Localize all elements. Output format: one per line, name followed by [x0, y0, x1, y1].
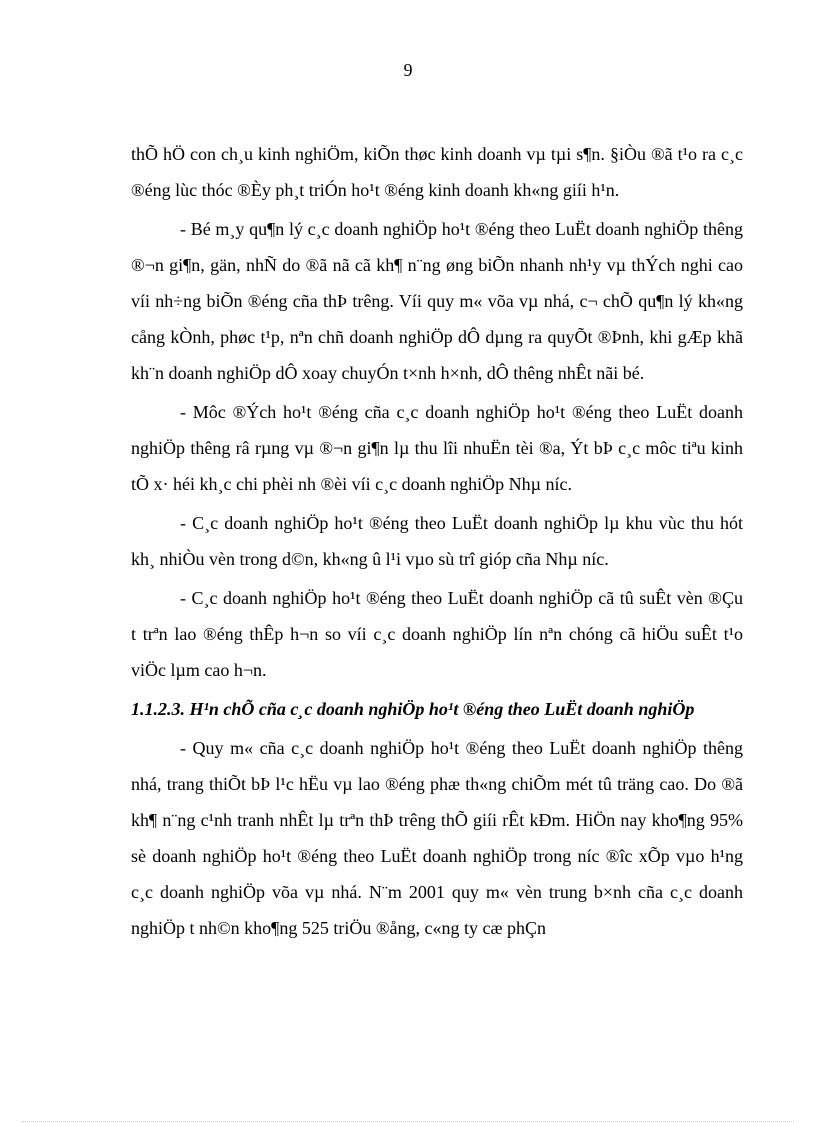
paragraph-continuation: thÕ hÖ con ch¸u kinh nghiÖm, kiÕn thøc kinh doanh vµ tµi s¶n. §iÒu ®ã t¹o ra c¸c ®éng lùc thóc ®Èy ph¸t triÓn ho¹t ®éng kinh doanh kh«ng giíi h¹n. [131, 144, 743, 200]
page-bottom-rule [22, 1121, 794, 1122]
page-number: 9 [403, 60, 413, 80]
document-body [131, 136, 743, 946]
paragraph-limitations: - Quy m« cña c¸c doanh nghiÖp ho¹t ®éng theo LuËt doanh nghiÖp thêng nhá, trang thiÕt bÞ l¹c hËu vµ lao ®éng phæ th«ng chiÕm mét tû träng cao. Do ®ã kh¶ n¨ng c¹nh tranh nhÊt lµ trªn thÞ trêng thÕ giíi rÊt kÐm. HiÖn nay kho¶ng 95% sè doanh nghiÖp ho¹t ®éng theo LuËt doanh nghiÖp trong níc ®îc xÕp vµo h¹ng c¸c doanh nghiÖp võa vµ nhá. N¨m 2001 quy m« vèn trung b×nh cña c¸c doanh nghiÖp t nh©n kho¶ng 525 triÖu ®ång, c«ng ty cæ phÇn [131, 738, 743, 938]
section-heading: 1.1.2.3. H¹n chÕ cña c¸c doanh nghiÖp ho¹t ®éng theo LuËt doanh nghiÖp [131, 699, 695, 719]
paragraph-management-structure: - Bé m¸y qu¶n lý c¸c doanh nghiÖp ho¹t ®éng theo LuËt doanh nghiÖp thêng ®¬n gi¶n, gän, nhÑ do ®ã nã cã kh¶ n¨ng øng biÕn nhanh nh¹y vµ thÝch nghi cao víi nh÷ng biÕn ®éng cña thÞ trêng. Víi quy m« võa vµ nhá, c¬ chÕ qu¶n lý kh«ng cång kÒnh, phøc t¹p, nªn chñ doanh nghiÖp dÔ dµng ra quyÕt ®Þnh, khi gÆp khã kh¨n doanh nghiÖp dÔ xoay chuyÓn t×nh h×nh, dÔ thêng nhÊt nãi bé. [131, 219, 743, 383]
paragraph-investment-ratio: - C¸c doanh nghiÖp ho¹t ®éng theo LuËt doanh nghiÖp cã tû suÊt vèn ®Çu t trªn lao ®éng thÊp h¬n so víi c¸c doanh nghiÖp lín nªn chóng cã hiÖu suÊt t¹o viÖc lµm cao h¬n. [131, 588, 743, 680]
paragraph-business-purpose: - Môc ®Ých ho¹t ®éng cña c¸c doanh nghiÖp ho¹t ®éng theo LuËt doanh nghiÖp thêng râ rµng vµ ®¬n gi¶n lµ thu lîi nhuËn tèi ®a, Ýt bÞ c¸c môc tiªu kinh tÕ x· héi kh¸c chi phèi nh ®èi víi c¸c doanh nghiÖp Nhµ níc. [131, 402, 743, 494]
paragraph-capital-attraction: - C¸c doanh nghiÖp ho¹t ®éng theo LuËt doanh nghiÖp lµ khu vùc thu hót kh¸ nhiÒu vèn trong d©n, kh«ng û l¹i vµo sù trî gióp cña Nhµ níc. [131, 513, 743, 569]
